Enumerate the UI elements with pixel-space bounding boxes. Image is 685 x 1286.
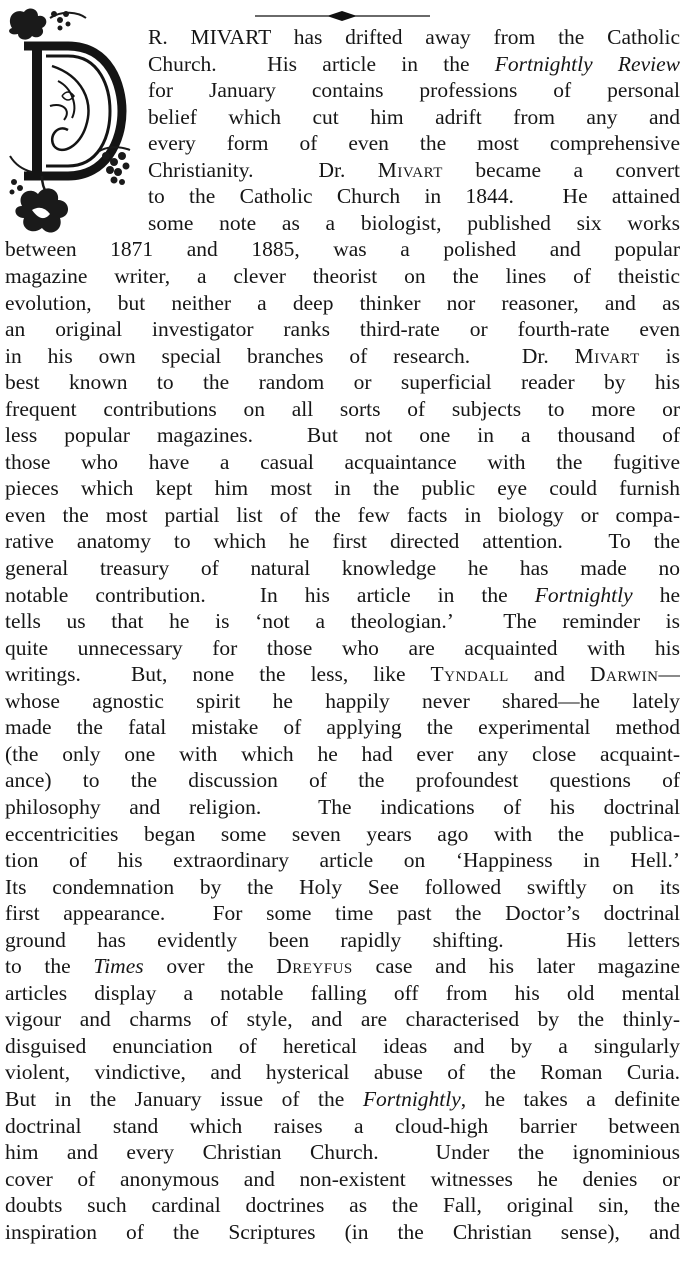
text-segment: some note as a biologist, published six works (148, 210, 680, 235)
text-line (5, 236, 680, 262)
text-segment: belief which cut him adrift from any and (148, 104, 680, 129)
text-segment: , he takes a definite (460, 1087, 680, 1111)
text-segment: ance) to the discussion of the profoundest questions of (5, 768, 680, 793)
text-segment: disguised enunciation of heretical ideas and by a singularly (5, 1033, 680, 1058)
text-segment: an original investigator ranks third-rate or fourth-rate even (5, 317, 680, 342)
text-segment: Fortnightly (534, 582, 633, 607)
text-line (5, 290, 680, 316)
text-segment: him and every Christian Church. Under the ignominious (5, 1140, 680, 1165)
text-line (148, 183, 680, 209)
text-segment: cover of anonymous and non-existent witnesses he denies or (5, 1166, 680, 1191)
text-line (148, 210, 680, 236)
text-segment: inspiration of the Scriptures (in the Christian sense), and (5, 1219, 680, 1244)
text-segment: writings. But, none the less, like (5, 662, 431, 687)
text-line (5, 980, 680, 1006)
decorated-initial-ornament (2, 6, 142, 246)
text-line (5, 767, 680, 793)
text-segment: tells us that he is ‘not a theologian.’ The reminder is (5, 609, 680, 634)
text-segment: eccentricities began some seven years ago with the publica- (5, 821, 680, 846)
text-line (5, 528, 680, 554)
text-segment: Church. His article in the (148, 51, 495, 76)
text-line (5, 688, 680, 714)
text-segment: Dreyfus (276, 954, 353, 979)
text-segment: violent, vindictive, and hysterical abuse of the Roman Curia. (5, 1060, 680, 1085)
text-segment: case and his later magazine (352, 954, 680, 979)
text-segment: whose agnostic spirit he happily never shared—he lately (5, 688, 680, 713)
text-segment: magazine writer, a clever theorist on the lines of theistic (5, 263, 680, 288)
text-line (148, 157, 680, 183)
text-segment: between 1871 and 1885, was a polished and popular (5, 237, 680, 262)
text-line (5, 1139, 680, 1165)
text-segment: those who have a casual acquaintance with the fugitive (5, 449, 680, 474)
text-line (5, 316, 680, 342)
text-segment: Tyndall (430, 662, 509, 687)
text-line (5, 422, 680, 448)
text-line (5, 1006, 680, 1032)
text-segment: (the only one with which he had ever any close acquaint- (5, 741, 680, 766)
text-segment: doctrinal stand which raises a cloud-high barrier between (5, 1113, 680, 1138)
text-line (5, 502, 680, 528)
text-line (148, 51, 680, 77)
text-segment: notable contribution. In his article in the (5, 582, 535, 607)
text-segment: frequent contributions on all sorts of subjects to more or (5, 396, 680, 421)
text-segment: tion of his extraordinary article on ‘Happiness in Hell.’ (5, 848, 680, 873)
text-segment: even the most partial list of the few facts in biology or compa- (5, 502, 680, 527)
text-segment: in his own special branches of research. Dr. (5, 343, 575, 368)
text-segment: articles display a notable falling off from his old mental (5, 980, 680, 1005)
text-segment: Fortnightly Review (494, 51, 680, 76)
text-line (5, 927, 680, 953)
text-segment: general treasury of natural knowledge he has made no (5, 556, 680, 580)
text-line (5, 1033, 680, 1059)
text-segment: every form of even the most comprehensive (148, 131, 680, 156)
text-line (5, 555, 680, 581)
text-segment: is (639, 343, 680, 368)
text-line (148, 104, 680, 130)
text-line (5, 1192, 680, 1218)
text-segment: less popular magazines. But not one in a thousand of (5, 423, 680, 448)
text-line (148, 77, 680, 103)
text-line (5, 369, 680, 395)
text-line (5, 1166, 680, 1192)
text-line (5, 714, 680, 740)
text-line (5, 741, 680, 767)
section-divider-ornament (255, 8, 430, 24)
text-line (5, 953, 680, 979)
text-segment: for January contains professions of personal (148, 78, 680, 103)
text-segment: best known to the random or superficial reader by his (5, 370, 680, 395)
text-segment: to the Catholic Church in 1844. He attained (148, 184, 680, 209)
text-segment: R. MIVART has drifted away from the Catholic (148, 25, 680, 49)
text-segment: first appearance. For some time past the Doctor’s doctrinal (5, 901, 680, 926)
text-line (5, 1059, 680, 1085)
text-line (5, 608, 680, 634)
text-segment: evolution, but neither a deep thinker nor reasoner, and as (5, 290, 680, 315)
text-line (148, 130, 680, 156)
text-line (5, 661, 680, 687)
text-segment: became a convert (442, 157, 680, 182)
text-segment: vigour and charms of style, and are characterised by the thinly- (5, 1007, 680, 1032)
text-line (5, 874, 680, 900)
text-line (5, 263, 680, 289)
text-segment: Times (93, 954, 144, 979)
text-line (5, 794, 680, 820)
text-line (5, 396, 680, 422)
text-segment: pieces which kept him most in the public eye could furnish (5, 476, 680, 501)
text-line (5, 343, 680, 369)
text-line (5, 847, 680, 873)
text-segment: Darwin (589, 662, 659, 687)
text-segment: doubts such cardinal doctrines as the Fall, original sin, the (5, 1193, 680, 1218)
text-segment: Its condemnation by the Holy See followed swiftly on its (5, 874, 680, 899)
text-line (5, 1113, 680, 1139)
text-segment: Mivart (377, 157, 443, 182)
text-segment: — (658, 662, 680, 687)
text-line (5, 635, 680, 661)
text-segment: Christianity. Dr. (148, 157, 378, 182)
text-segment: to the (5, 954, 94, 979)
text-segment: he (632, 582, 680, 607)
text-segment: rative anatomy to which he first directed attention. To the (5, 529, 680, 554)
text-line (5, 1086, 680, 1112)
text-line (5, 1219, 680, 1245)
text-segment: made the fatal mistake of applying the experimental method (5, 715, 680, 740)
text-segment: Fortnightly (362, 1087, 461, 1111)
text-line (148, 24, 680, 50)
text-line (5, 582, 680, 608)
text-segment: But in the January issue of the (5, 1087, 363, 1111)
text-segment: ground has evidently been rapidly shifting. His letters (5, 927, 680, 952)
text-line (5, 475, 680, 501)
text-segment: Mivart (574, 343, 640, 368)
text-line (5, 449, 680, 475)
text-segment: and (508, 662, 590, 687)
text-segment: philosophy and religion. The indications of his doctrinal (5, 794, 680, 819)
text-segment: over the (143, 954, 277, 979)
text-segment: quite unnecessary for those who are acquainted with his (5, 635, 680, 660)
text-line (5, 900, 680, 926)
text-line (5, 821, 680, 847)
